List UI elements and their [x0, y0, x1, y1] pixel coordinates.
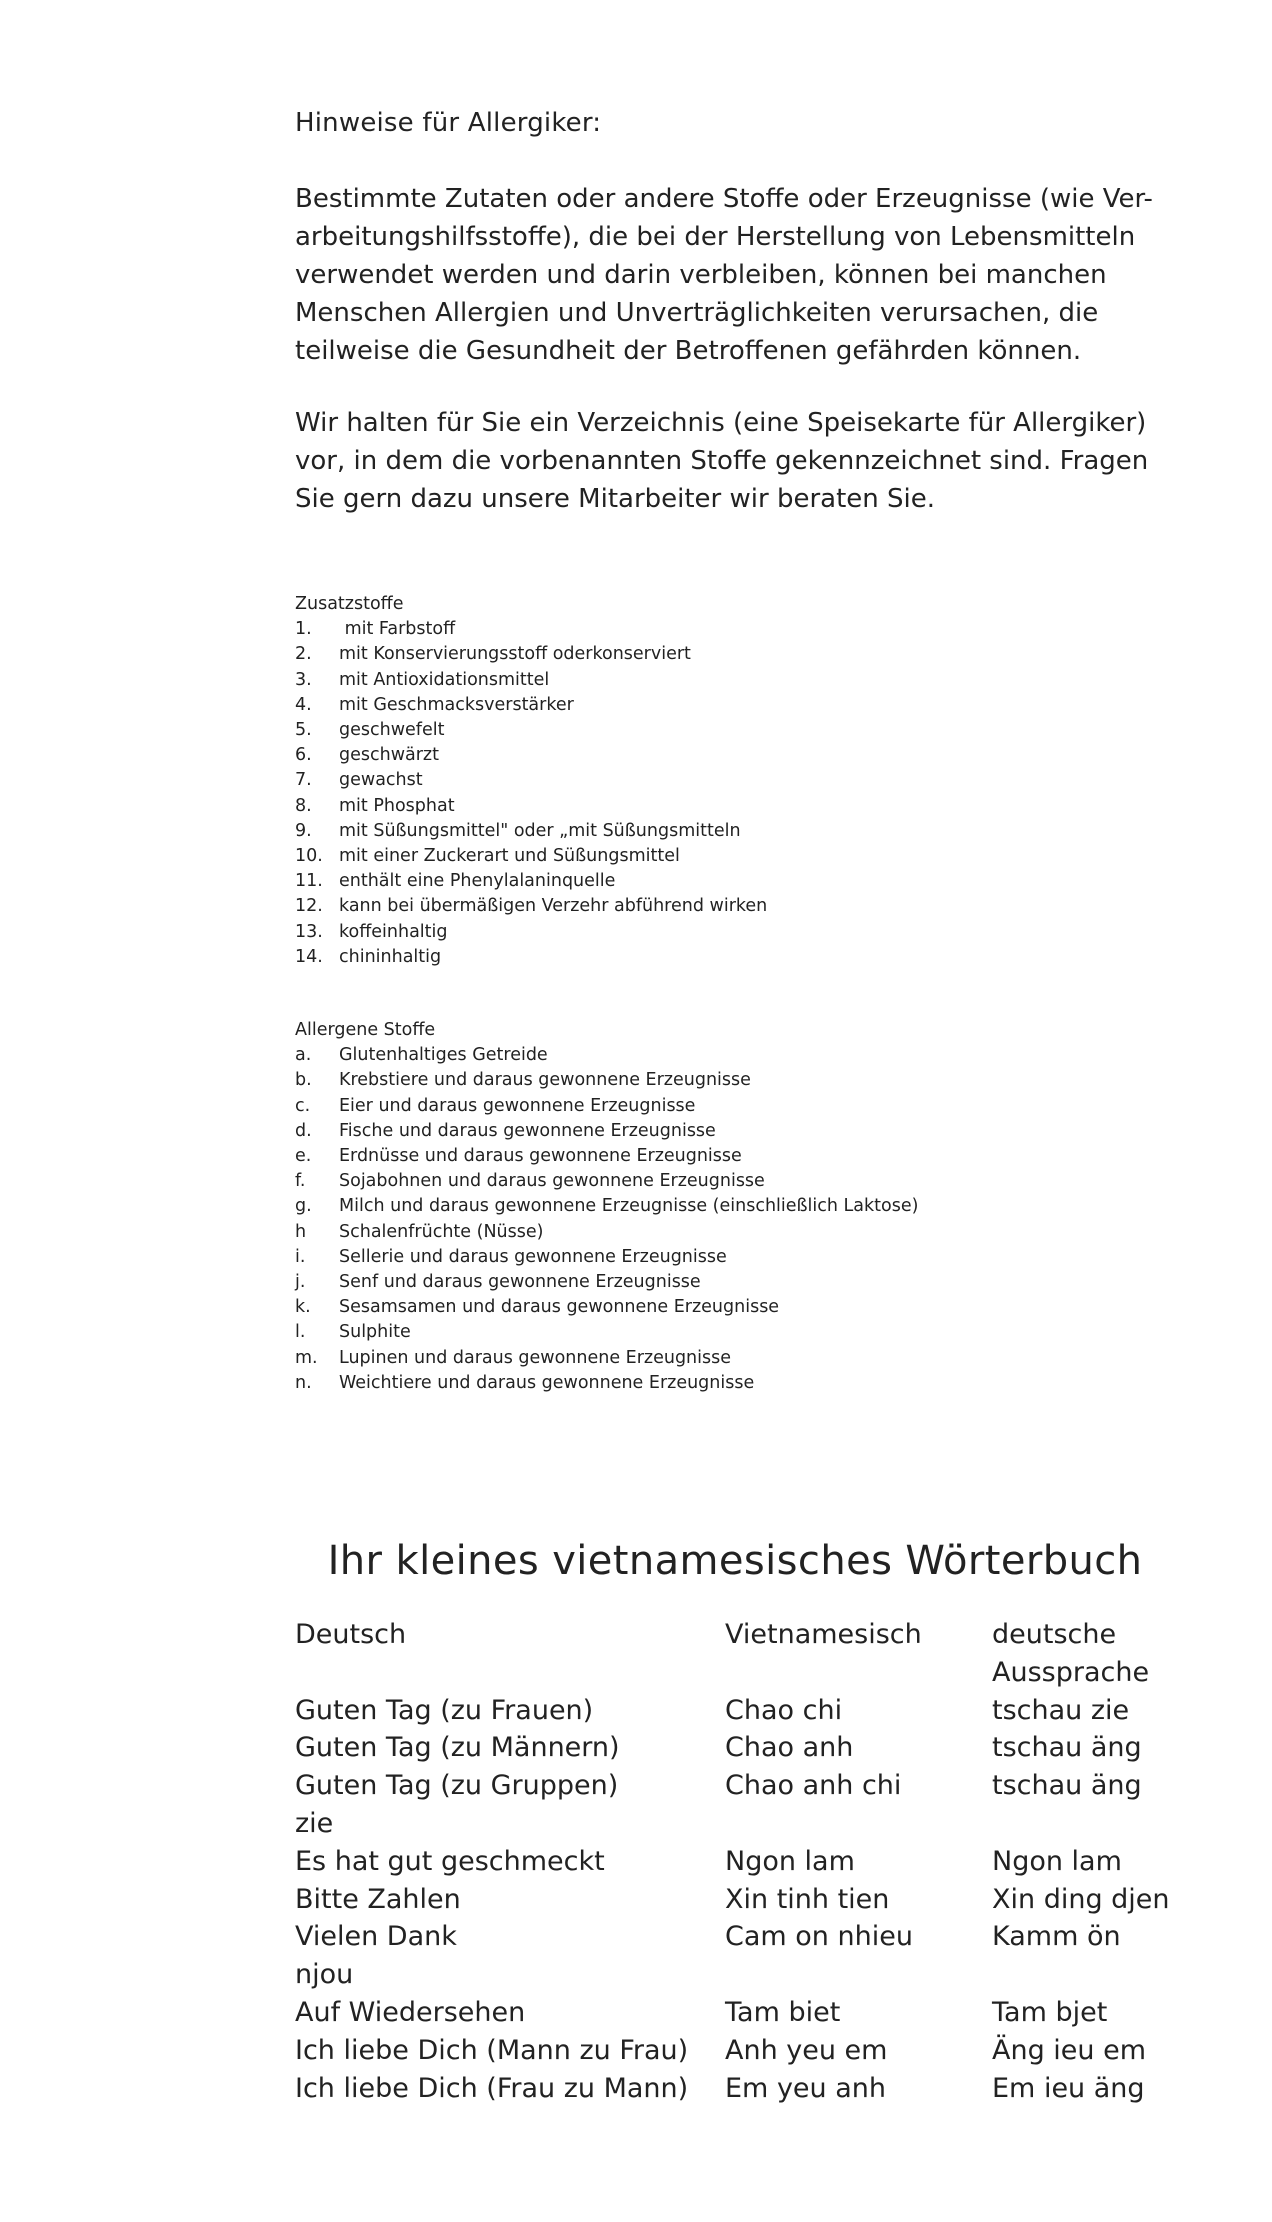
list-item-number: 8.: [295, 795, 312, 816]
list-item: [295, 1144, 918, 1169]
vietnamese-phrase: Tam biet: [725, 1996, 841, 2028]
allergy-notice-paragraph-2: [295, 404, 1195, 518]
vietnamese-phrase: Em yeu anh: [725, 2072, 886, 2104]
list-item: [295, 1094, 918, 1119]
list-item-letter: e.: [295, 1146, 312, 1167]
list-item-letter: i.: [295, 1246, 306, 1267]
list-item-number: 3.: [295, 669, 312, 690]
list-item: [295, 1346, 918, 1371]
german-phrase: Bitte Zahlen: [295, 1883, 461, 1915]
list-item-number: 1.: [295, 619, 312, 640]
list-item: [295, 617, 767, 642]
paragraph-line: verwendet werden und darin verbleiben, können bei manchen: [295, 260, 1107, 290]
header-pronunciation: deutsche Aussprache: [992, 1619, 1150, 1688]
list-item-text: Schalenfrüchte (Nüsse): [339, 1221, 544, 1242]
list-item-number: 4.: [295, 694, 312, 715]
list-item: [295, 920, 767, 945]
vietnamese-phrase: Chao chi: [725, 1694, 843, 1726]
pronunciation: Xin ding djen: [992, 1883, 1170, 1915]
paragraph-line: vor, in dem die vorbenannten Stoffe gekennzeichnet sind. Fragen: [295, 446, 1149, 476]
pronunciation-overflow: njou: [295, 1959, 354, 1991]
paragraph-line: Sie gern dazu unsere Mitarbeiter wir beraten Sie.: [295, 484, 935, 514]
list-item-text: Eier und daraus gewonnene Erzeugnisse: [339, 1095, 696, 1116]
list-item-number: 7.: [295, 770, 312, 791]
list-item-text: mit einer Zuckerart und Süßungsmittel: [339, 846, 680, 867]
list-item: [295, 1245, 918, 1270]
list-item-text: Weichtiere und daraus gewonnene Erzeugnisse: [339, 1372, 755, 1393]
list-item-letter: j.: [295, 1272, 306, 1293]
pronunciation: Äng ieu em: [992, 2034, 1147, 2066]
list-item-text: geschwärzt: [339, 745, 439, 766]
list-item: [295, 668, 767, 693]
list-item-text: mit Konservierungsstoff oderkonserviert: [339, 644, 691, 665]
german-phrase: Guten Tag (zu Frauen): [295, 1694, 594, 1726]
list-item-number: 6.: [295, 745, 312, 766]
list-item-number: 5.: [295, 720, 312, 741]
list-item: [295, 642, 767, 667]
paragraph-line: Menschen Allergien und Unverträglichkeiten verursachen, die: [295, 298, 1099, 328]
list-item: [295, 1270, 918, 1295]
list-item-letter: a.: [295, 1045, 312, 1066]
german-phrase: Ich liebe Dich (Frau zu Mann): [295, 2072, 689, 2104]
list-item-text: enthält eine Phenylalaninquelle: [339, 871, 616, 892]
list-item: [295, 718, 767, 743]
list-item-text: chininhaltig: [339, 946, 442, 967]
list-item-number: 13.: [295, 921, 323, 942]
allergy-notice-title: Hinweise für Allergiker:: [295, 108, 602, 138]
vietnamese-phrase: Chao anh: [725, 1732, 854, 1764]
list-item-letter: f.: [295, 1171, 306, 1192]
list-item-text: mit Antioxidationsmittel: [339, 669, 550, 690]
pronunciation: Em ieu äng: [992, 2072, 1145, 2104]
header-german: Deutsch: [295, 1619, 407, 1650]
list-item-text: mit Phosphat: [339, 795, 455, 816]
list-item-text: mit Süßungsmittel" oder „mit Süßungsmitteln: [339, 820, 741, 841]
german-phrase: Guten Tag (zu Männern): [295, 1732, 620, 1764]
list-item: [295, 1320, 918, 1345]
list-item: [295, 768, 767, 793]
pronunciation: tschau äng: [992, 1732, 1142, 1764]
list-item-letter: k.: [295, 1297, 311, 1318]
list-item-number: 11.: [295, 871, 323, 892]
vietnamese-phrase: Xin tinh tien: [725, 1883, 890, 1915]
pronunciation: tschau äng: [992, 1770, 1142, 1802]
vietnamese-phrase: Ngon lam: [725, 1845, 855, 1877]
list-item-text: Sojabohnen und daraus gewonnene Erzeugnisse: [339, 1171, 765, 1192]
list-item: [295, 693, 767, 718]
list-item-number: 12.: [295, 896, 323, 917]
list-item: [295, 1371, 918, 1396]
list-item-text: mit Geschmacksverstärker: [339, 694, 574, 715]
list-item-number: 10.: [295, 846, 323, 867]
paragraph-line: Bestimmte Zutaten oder andere Stoffe oder Erzeugnisse (wie Ver-: [295, 184, 1153, 214]
list-item-text: Senf und daraus gewonnene Erzeugnisse: [339, 1272, 701, 1293]
list-item-number: 14.: [295, 946, 323, 967]
list-item-text: Sulphite: [339, 1322, 411, 1343]
german-phrase: Guten Tag (zu Gruppen): [295, 1770, 619, 1802]
list-item: [295, 794, 767, 819]
list-item-number: 9.: [295, 820, 312, 841]
list-item-letter: b.: [295, 1070, 312, 1091]
list-item: [295, 1295, 918, 1320]
german-phrase: Vielen Dank: [295, 1921, 457, 1953]
vietnamese-phrase: Chao anh chi: [725, 1770, 902, 1802]
vietnamese-phrase: Cam on nhieu: [725, 1921, 913, 1953]
list-item-text: Glutenhaltiges Getreide: [339, 1045, 548, 1066]
german-phrase: Auf Wiedersehen: [295, 1996, 526, 2028]
list-item: [295, 743, 767, 768]
list-item-text: Sellerie und daraus gewonnene Erzeugnisse: [339, 1246, 727, 1267]
list-item-text: Krebstiere und daraus gewonnene Erzeugnisse: [339, 1070, 751, 1091]
list-item: [295, 819, 767, 844]
list-item-number: 2.: [295, 644, 312, 665]
list-item: [295, 844, 767, 869]
pronunciation: tschau zie: [992, 1694, 1130, 1726]
german-phrase: Es hat gut geschmeckt: [295, 1845, 605, 1877]
pronunciation: Tam bjet: [992, 1996, 1108, 2028]
list-item-text: Lupinen und daraus gewonnene Erzeugnisse: [339, 1347, 732, 1368]
list-item-text: kann bei übermäßigen Verzehr abführend wirken: [339, 896, 768, 917]
list-item-text: gewachst: [339, 770, 423, 791]
vietnamese-phrase: Anh yeu em: [725, 2034, 888, 2066]
list-item: [295, 894, 767, 919]
list-item-letter: c.: [295, 1095, 311, 1116]
list-item-letter: h: [295, 1221, 307, 1242]
list-item: [295, 1119, 918, 1144]
pronunciation-overflow: zie: [295, 1807, 334, 1839]
list-item-letter: d.: [295, 1120, 312, 1141]
list-item: [295, 1220, 918, 1245]
list-item-text: mit Farbstoff: [339, 619, 456, 640]
list-item: [295, 1194, 918, 1219]
list-item-text: Fische und daraus gewonnene Erzeugnisse: [339, 1120, 716, 1141]
additives-heading: Zusatzstoffe: [295, 594, 404, 614]
allergens-list: [295, 1018, 918, 1396]
list-item-text: Sesamsamen und daraus gewonnene Erzeugnisse: [339, 1297, 780, 1318]
list-item-letter: m.: [295, 1347, 318, 1368]
list-item-text: Milch und daraus gewonnene Erzeugnisse (einschließlich Laktose): [339, 1196, 919, 1217]
pronunciation: Kamm ön: [992, 1921, 1121, 1953]
header-vietnamese: Vietnamesisch: [725, 1619, 922, 1650]
list-item: [295, 869, 767, 894]
list-item-letter: g.: [295, 1196, 312, 1217]
allergens-heading: Allergene Stoffe: [295, 1020, 436, 1040]
paragraph-line: teilweise die Gesundheit der Betroffenen gefährden können.: [295, 336, 1082, 366]
additives-list: [295, 592, 767, 970]
allergy-notice-paragraph-1: [295, 180, 1195, 370]
paragraph-line: arbeitungshilfsstoffe), die bei der Herstellung von Lebensmitteln: [295, 222, 1136, 252]
pronunciation: Ngon lam: [992, 1845, 1122, 1877]
list-item: [295, 945, 767, 970]
paragraph-line: Wir halten für Sie ein Verzeichnis (eine Speisekarte für Allergiker): [295, 408, 1147, 438]
dictionary-title: Ihr kleines vietnamesisches Wörterbuch: [327, 1538, 1143, 1584]
list-item: [295, 1068, 918, 1093]
list-item-letter: n.: [295, 1372, 312, 1393]
list-item-text: koffeinhaltig: [339, 921, 448, 942]
list-item-text: Erdnüsse und daraus gewonnene Erzeugnisse: [339, 1146, 742, 1167]
list-item-letter: l.: [295, 1322, 306, 1343]
german-phrase: Ich liebe Dich (Mann zu Frau): [295, 2034, 689, 2066]
list-item: [295, 1169, 918, 1194]
list-item-text: geschwefelt: [339, 720, 445, 741]
list-item: [295, 1043, 918, 1068]
